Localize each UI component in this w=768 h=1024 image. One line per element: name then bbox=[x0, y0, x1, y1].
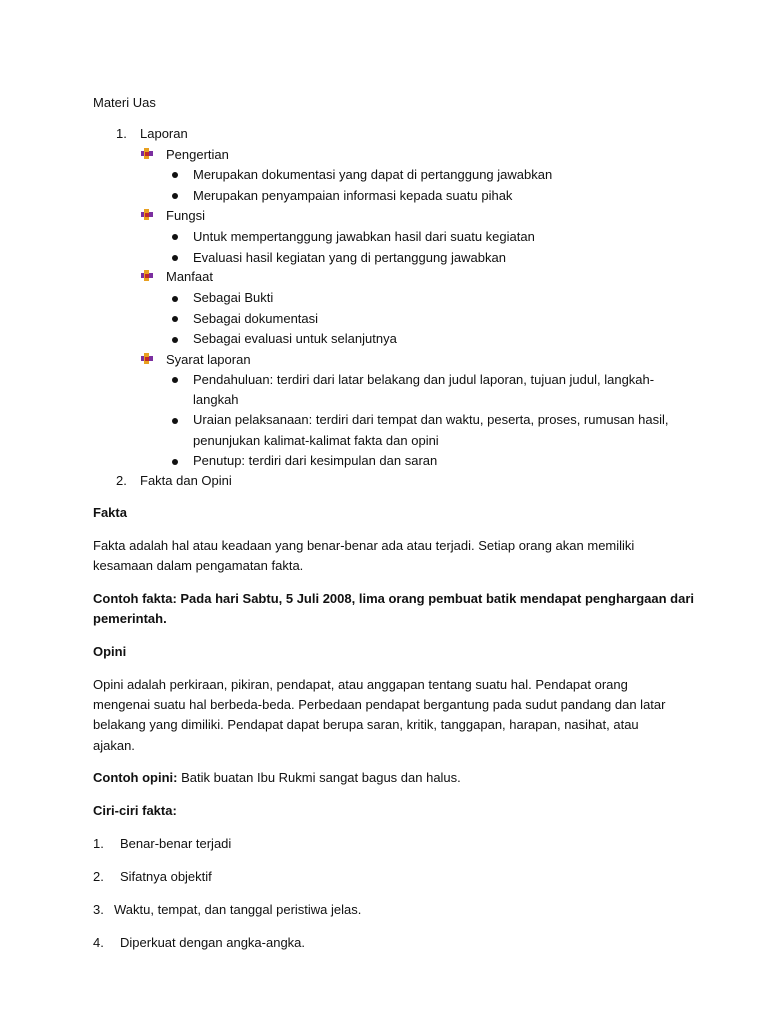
list-item: Sebagai Bukti bbox=[193, 290, 274, 305]
bullet-dot bbox=[172, 193, 178, 199]
bullet-dot bbox=[172, 459, 178, 465]
bullet-dot bbox=[172, 172, 178, 178]
document-title: Materi Uas bbox=[93, 95, 156, 110]
ciri-item: Diperkuat dengan angka-angka. bbox=[120, 935, 306, 950]
list-item: Penutup: terdiri dari kesimpulan dan saran bbox=[193, 453, 438, 468]
bullet-dot bbox=[172, 418, 178, 424]
arrow-bullet-icon bbox=[140, 146, 154, 160]
bullet-dot bbox=[172, 316, 178, 322]
ciri-number: 2. bbox=[93, 869, 104, 884]
arrow-bullet-icon bbox=[140, 207, 154, 221]
contoh-fakta-line: pemerintah. bbox=[93, 611, 167, 626]
paragraph-opini-line: ajakan. bbox=[93, 738, 135, 753]
heading-fakta: Fakta bbox=[93, 505, 127, 520]
list-item: Uraian pelaksanaan: terdiri dari tempat dan waktu, peserta, proses, rumusan hasil, bbox=[193, 412, 669, 427]
paragraph-fakta-line: kesamaan dalam pengamatan fakta. bbox=[93, 558, 304, 573]
list-item-continuation: penunjukan kalimat-kalimat fakta dan opini bbox=[193, 433, 439, 448]
heading-opini: Opini bbox=[93, 644, 127, 659]
list-number-1: 1. bbox=[116, 126, 127, 141]
list-item: Pendahuluan: terdiri dari latar belakang dan judul laporan, tujuan judul, langkah- bbox=[193, 372, 655, 387]
list-item: Sebagai dokumentasi bbox=[193, 311, 319, 326]
bullet-dot bbox=[172, 337, 178, 343]
list-number-2: 2. bbox=[116, 473, 127, 488]
paragraph-fakta-line: Fakta adalah hal atau keadaan yang benar-benar ada atau terjadi. Setiap orang akan memiliki bbox=[93, 538, 635, 553]
list-item: Evaluasi hasil kegiatan yang di pertanggung jawabkan bbox=[193, 250, 506, 265]
list-item: Untuk mempertanggung jawabkan hasil dari suatu kegiatan bbox=[193, 229, 535, 244]
section-heading-syarat-laporan: Syarat laporan bbox=[166, 352, 251, 367]
list-item-continuation: langkah bbox=[193, 392, 239, 407]
contoh-opini-label: Contoh opini: bbox=[93, 770, 178, 785]
paragraph-opini-line: belakang yang dimiliki. Pendapat dapat berupa saran, kritik, tanggapan, harapan, nasihat, atau bbox=[93, 717, 639, 732]
bullet-dot bbox=[172, 255, 178, 261]
bullet-dot bbox=[172, 296, 178, 302]
section-heading-pengertian: Pengertian bbox=[166, 147, 229, 162]
ciri-number: 3. bbox=[93, 902, 104, 917]
ciri-number: 1. bbox=[93, 836, 104, 851]
ciri-item: Sifatnya objektif bbox=[120, 869, 212, 884]
ciri-item: Benar-benar terjadi bbox=[120, 836, 232, 851]
section-heading-fungsi: Fungsi bbox=[166, 208, 206, 223]
list-label-laporan: Laporan bbox=[140, 126, 188, 141]
ciri-item: Waktu, tempat, dan tanggal peristiwa jelas. bbox=[114, 902, 362, 917]
arrow-bullet-icon bbox=[140, 351, 154, 365]
paragraph-opini-line: mengenai suatu hal berbeda-beda. Perbedaan pendapat bergantung pada sudut pandang dan latar bbox=[93, 697, 666, 712]
bullet-dot bbox=[172, 377, 178, 383]
list-label-fakta-dan-opini: Fakta dan Opini bbox=[140, 473, 232, 488]
list-item: Merupakan penyampaian informasi kepada suatu pihak bbox=[193, 188, 513, 203]
list-item: Merupakan dokumentasi yang dapat di pertanggung jawabkan bbox=[193, 167, 553, 182]
section-heading-manfaat: Manfaat bbox=[166, 269, 213, 284]
list-item: Sebagai evaluasi untuk selanjutnya bbox=[193, 331, 397, 346]
ciri-number: 4. bbox=[93, 935, 104, 950]
paragraph-opini-line: Opini adalah perkiraan, pikiran, pendapat, atau anggapan tentang suatu hal. Pendapat orang bbox=[93, 677, 628, 692]
arrow-bullet-icon bbox=[140, 268, 154, 282]
contoh-fakta-line: Contoh fakta: Pada hari Sabtu, 5 Juli 2008, lima orang pembuat batik mendapat penghargaan dari bbox=[93, 591, 695, 606]
heading-ciri-ciri-fakta: Ciri-ciri fakta: bbox=[93, 803, 177, 818]
contoh-opini-text: Batik buatan Ibu Rukmi sangat bagus dan halus. bbox=[181, 770, 461, 785]
bullet-dot bbox=[172, 234, 178, 240]
contoh-opini bbox=[93, 770, 461, 786]
